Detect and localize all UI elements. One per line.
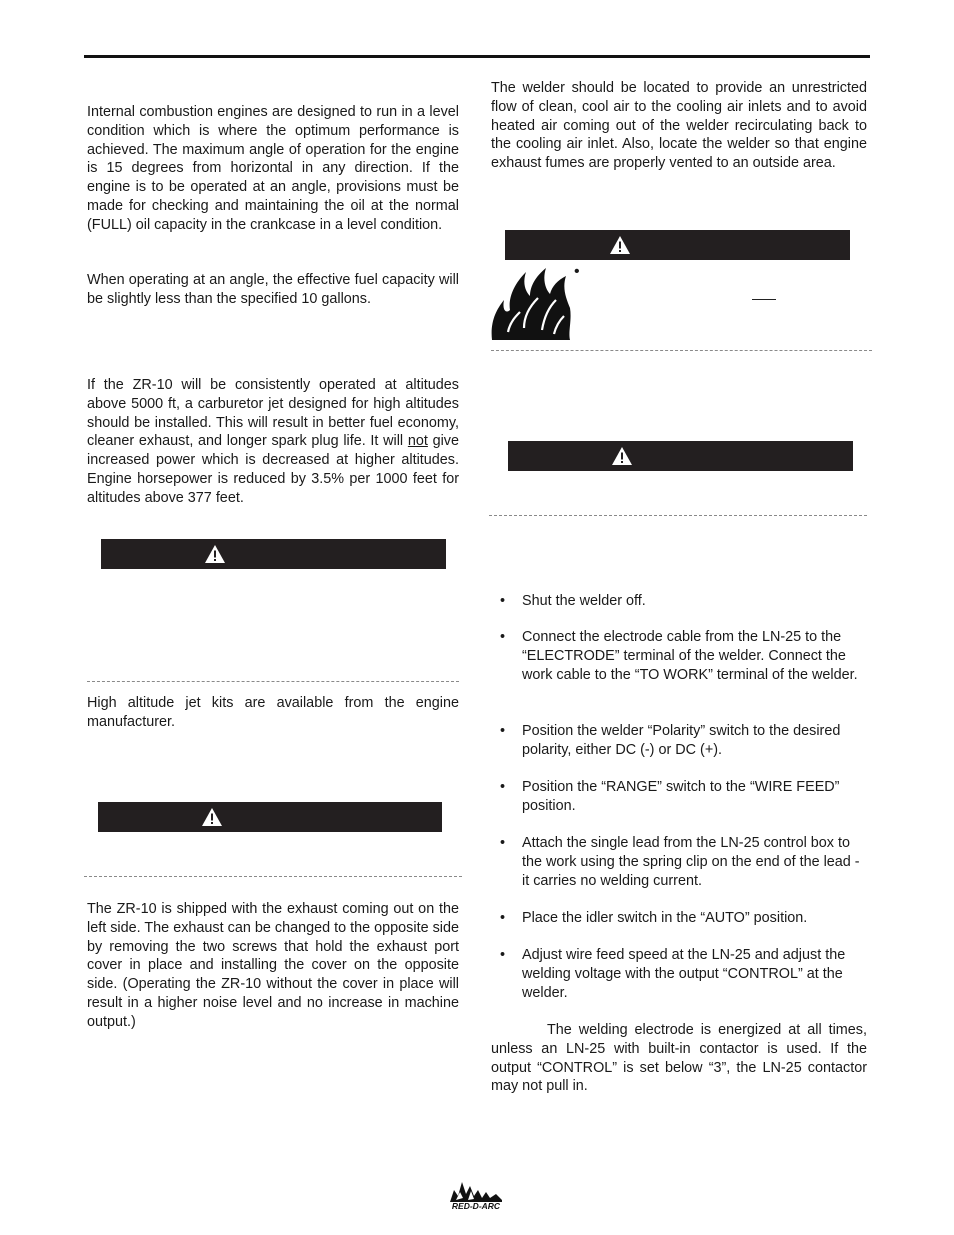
altitude-emphasis-not: not [407, 433, 428, 450]
list-item-text: Attach the single lead from the LN-25 control box to the work using the spring clip on the end of the lead - it carries no welding current. [522, 835, 860, 889]
fuel-capacity-paragraph: When operating at an angle, the effective fuel capacity will be slightly less than the specified 10 gallons. [87, 272, 459, 307]
high-altitude-paragraph [87, 376, 459, 508]
warning-banner [98, 802, 442, 832]
altitude-text-start: If the ZR-10 will be consistently operated at altitudes above 5000 ft, a carburetor jet designed for high altitudes should be installed. This will result in better fuel economy, cleaner exhaust, and longer spark plug life. It will [87, 377, 459, 450]
warning-triangle-icon [204, 544, 226, 564]
operating-angle-paragraph: Internal combustion engines are designed to run in a level condition which is where the optimum performance is achieved. The maximum angle of operation for the engine is 15 degrees from horizontal in any direction. If the engine is to be operated at an angle, provisions must be made for checking and maintaining the oil at the normal (FULL) oil capacity in the crankcase in a level condition. [87, 104, 459, 233]
underline-mark [752, 299, 776, 300]
bullet-marker: • [500, 723, 506, 739]
warning-banner [505, 230, 850, 260]
section-divider [489, 515, 867, 516]
jet-kits-paragraph: High altitude jet kits are available from the engine manufacturer. [87, 695, 459, 730]
list-item-text: Position the “RANGE” switch to the “WIRE FEED” position. [522, 779, 840, 814]
energized-electrode-note: The welding electrode is energized at all times, unless an LN-25 with built-in contactor is used. If the output “CONTROL” is set below “3”, the LN-25 contactor may not pull in. [491, 1022, 867, 1095]
list-item-text: Connect the electrode cable from the LN-25 to the “ELECTRODE” terminal of the welder. Connect the work cable to the “TO WORK” terminal of the welder. [522, 629, 858, 683]
list-item-text: Place the idler switch in the “AUTO” position. [522, 910, 808, 926]
warning-triangle-icon [201, 807, 223, 827]
warning-triangle-icon [609, 235, 631, 255]
bullet-marker: • [500, 779, 506, 795]
bullet-marker: • [500, 629, 506, 645]
top-rule [84, 55, 870, 58]
list-item-text: Adjust wire feed speed at the LN-25 and adjust the welding voltage with the output “CONTROL” at the welder. [522, 947, 846, 1001]
exhaust-paragraph: The ZR-10 is shipped with the exhaust coming out on the left side. The exhaust can be changed to the opposite side by removing the two screws that hold the exhaust port cover in place and installing the cover on the opposite side. (Operating the ZR-10 without the cover in place will result in a higher noise level and no increase in machine output.) [87, 901, 459, 1030]
section-divider [87, 681, 459, 682]
bullet-marker: • [500, 593, 506, 609]
bullet-marker: • [500, 947, 506, 963]
section-divider [491, 350, 872, 351]
warning-banner [101, 539, 446, 569]
location-paragraph: The welder should be located to provide an unrestricted flow of clean, cool air to the cooling air inlets and to avoid heated air coming out of the welder recirculating back to the cooling air inlet. Also, locate the welder so that engine exhaust fumes are properly vented to an outside area. [491, 80, 867, 172]
list-item-text: Shut the welder off. [522, 593, 646, 609]
bullet-marker: • [574, 263, 580, 280]
warning-triangle-icon [611, 446, 633, 466]
warning-banner [508, 441, 853, 471]
section-divider [84, 876, 462, 877]
bullet-marker: • [500, 910, 506, 926]
list-item-text: Position the welder “Polarity” switch to the desired polarity, either DC (-) or DC (+). [522, 723, 841, 758]
fire-hazard-icon [490, 262, 572, 342]
logo-wordmark: RED-D-ARC [451, 1201, 501, 1211]
bullet-marker: • [500, 835, 506, 851]
altitude-text-end: give increased power which is decreased at higher altitudes. Engine horsepower is reduced by 3.5% per 1000 feet for altitudes above 377 feet. [87, 433, 459, 506]
